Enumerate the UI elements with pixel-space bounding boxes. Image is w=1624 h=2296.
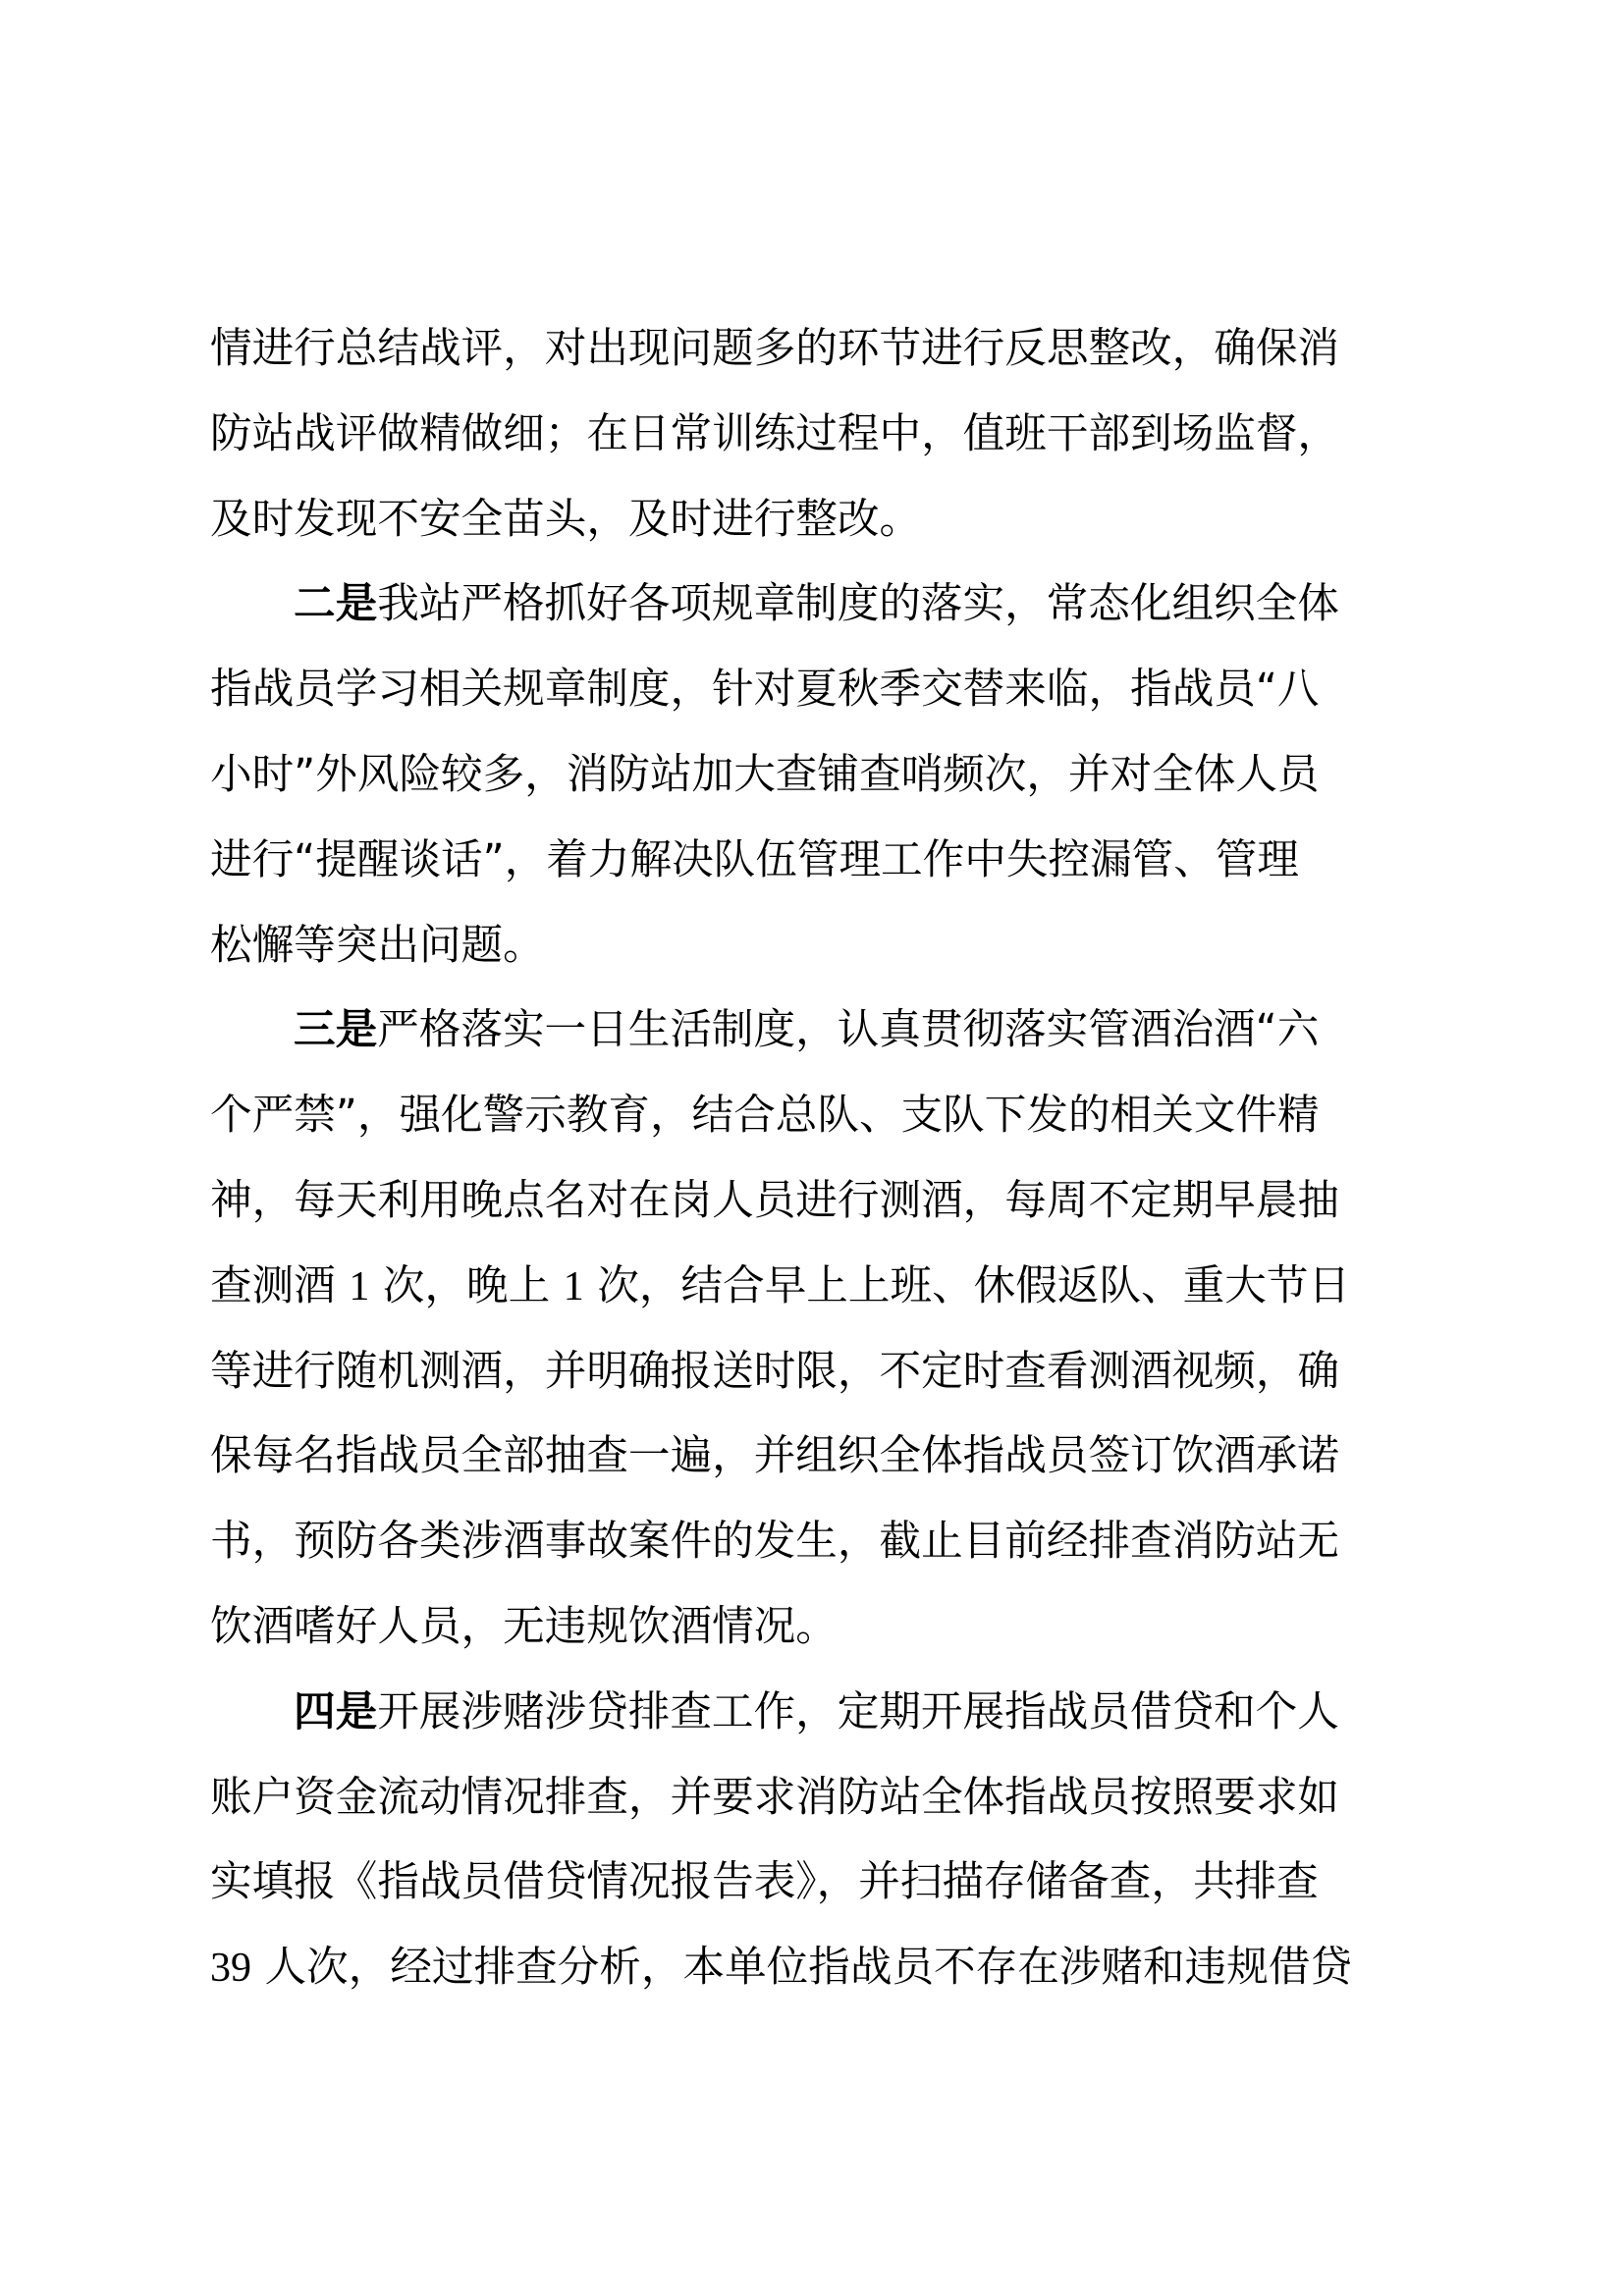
- number-run: 39: [210, 1946, 251, 1992]
- document-body: [210, 306, 1388, 2010]
- text-line: 饮酒嗜好人员，无违规饮酒情况。: [210, 1601, 838, 1651]
- text-line-first: [210, 561, 1388, 647]
- number-run: 1: [563, 1263, 584, 1309]
- number-run: 1: [349, 1263, 370, 1309]
- text-line-first: [210, 1670, 1388, 1755]
- text-line: 实填报《指战员借贷情况报告表》，并扫描存储备查，共排查: [210, 1857, 1319, 1907]
- paragraph-lead: 三是: [294, 1005, 378, 1055]
- text-line: 等进行随机测酒，并明确报送时限，不定时查看测酒视频，确: [210, 1346, 1340, 1396]
- text-line: 松懈等突出问题。: [210, 920, 545, 970]
- text-run: 严格落实一日生活制度，认真贯彻落实管酒治酒“六: [377, 1005, 1320, 1055]
- text-line-first: [210, 988, 1388, 1073]
- text-line: 防站战评做精做细；在日常训练过程中，值班干部到场监督，: [210, 408, 1340, 458]
- text-line: 书，预防各类涉酒事故案件的发生，截止目前经排查消防站无: [210, 1517, 1340, 1567]
- text-line: 神，每天利用晚点名对在岗人员进行测酒，每周不定期早晨抽: [210, 1175, 1340, 1225]
- text-line: 指战员学习相关规章制度，针对夏秋季交替来临，指战员“八: [210, 665, 1320, 715]
- text-line: 39 人次，经过排查分析，本单位指战员不存在涉赌和违规借贷: [210, 1943, 1352, 1993]
- text-line: 个严禁”，强化警示教育，结合总队、支队下发的相关文件精: [210, 1091, 1320, 1141]
- text-line: 进行“提醒谈话”，着力解决队伍管理工作中失控漏管、管理: [210, 834, 1299, 884]
- paragraph-point-three: [210, 988, 1388, 1669]
- paragraph-continuation: [210, 306, 1388, 561]
- paragraph-point-four: [210, 1670, 1388, 2010]
- text-line: 查测酒 1 次，晚上 1 次，结合早上上班、休假返队、重大节日: [210, 1260, 1351, 1310]
- text-line: 保每名指战员全部抽查一遍，并组织全体指战员签订饮酒承诺: [210, 1431, 1340, 1481]
- text-run: 我站严格抓好各项规章制度的落实，常态化组织全体: [377, 579, 1339, 629]
- text-line: 情进行总结战评，对出现问题多的环节进行反思整改，确保消: [210, 324, 1340, 373]
- text-run: 开展涉赌涉贷排查工作，定期开展指战员借贷和个人: [377, 1686, 1339, 1736]
- paragraph-lead: 二是: [294, 579, 378, 629]
- text-line: 及时发现不安全苗头，及时进行整改。: [210, 494, 922, 544]
- paragraph-point-two: [210, 561, 1388, 988]
- paragraph-lead: 四是: [294, 1686, 378, 1736]
- text-line: 小时”外风险较多，消防站加大查铺查哨频次，并对全体人员: [210, 749, 1320, 799]
- text-line: 账户资金流动情况排查，并要求消防站全体指战员按照要求如: [210, 1772, 1340, 1822]
